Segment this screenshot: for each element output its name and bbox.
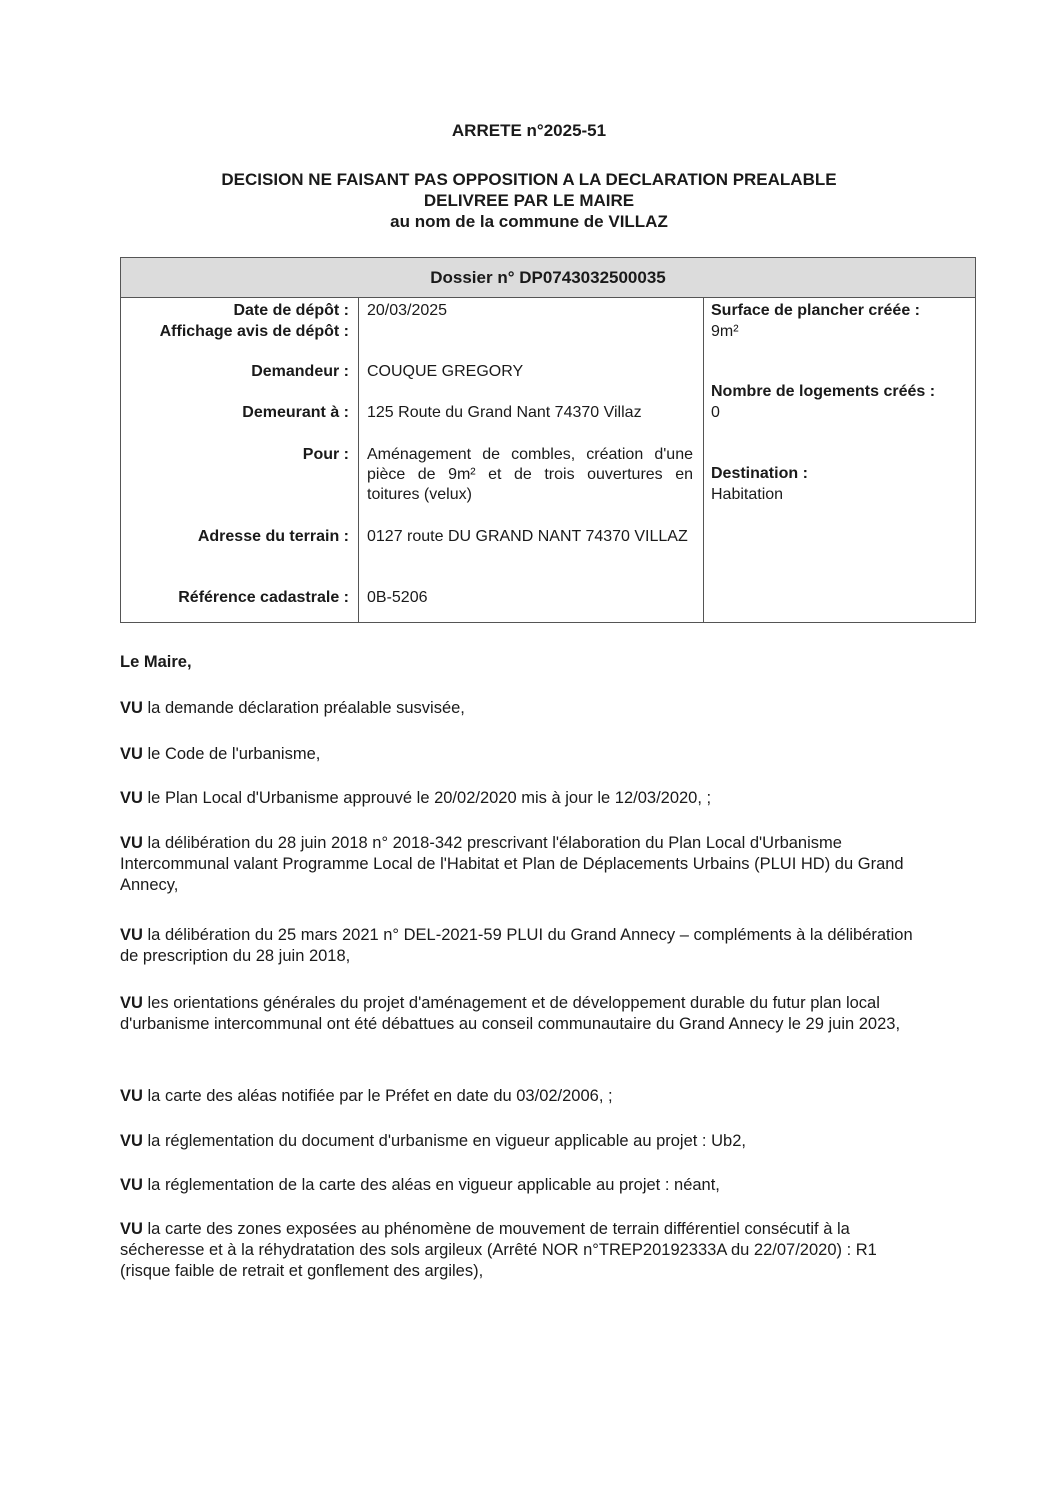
vu-keyword: VU bbox=[120, 789, 143, 807]
vu-text: la réglementation du document d'urbanisme en vigueur applicable au projet : Ub2, bbox=[147, 1132, 746, 1150]
vu-keyword: VU bbox=[120, 1132, 143, 1150]
vu-text: la réglementation de la carte des aléas en vigueur applicable au projet : néant, bbox=[147, 1176, 720, 1194]
le-maire-heading: Le Maire, bbox=[120, 653, 192, 671]
vu-paragraph bbox=[120, 1175, 940, 1196]
vu-text: la carte des aléas notifiée par le Préfet en date du 03/02/2006, ; bbox=[147, 1087, 613, 1105]
vu-paragraph bbox=[120, 1219, 900, 1282]
value-destination: Habitation bbox=[711, 486, 784, 503]
vu-paragraph bbox=[120, 1131, 940, 1152]
label-demeurant: Demeurant à : bbox=[242, 404, 349, 421]
vu-keyword: VU bbox=[120, 699, 143, 717]
vu-text: le Plan Local d'Urbanisme approuvé le 20/02/2020 mis à jour le 12/03/2020, ; bbox=[147, 789, 712, 807]
vu-paragraph bbox=[120, 1086, 940, 1107]
label-reference-cadastrale: Référence cadastrale : bbox=[178, 589, 349, 606]
vu-paragraph bbox=[120, 698, 940, 719]
value-demandeur: COUQUE GREGORY bbox=[367, 363, 524, 380]
value-nombre-logements: 0 bbox=[711, 404, 720, 421]
vu-keyword: VU bbox=[120, 834, 143, 852]
dossier-number: Dossier n° DP0743032500035 bbox=[121, 258, 975, 298]
arrete-title: ARRETE n°2025-51 bbox=[451, 121, 607, 140]
dossier-labels-column bbox=[121, 298, 359, 622]
vu-text: la délibération du 25 mars 2021 n° DEL-2021-59 PLUI du Grand Annecy – compléments à la délibération de prescription du 28 juin 2018, bbox=[120, 926, 913, 965]
vu-keyword: VU bbox=[120, 926, 143, 944]
vu-text: la carte des zones exposées au phénomène de mouvement de terrain différentiel consécutif à la sécheresse et à la réhydratation des sols argileux (Arrêté NOR n°TREP20192333A du 22/07/2020) : R1 (risque faible de retrait et gonflement des argiles), bbox=[120, 1220, 877, 1280]
label-destination: Destination : bbox=[711, 465, 808, 482]
vu-text: la demande déclaration préalable susvisée, bbox=[147, 699, 465, 717]
dossier-table bbox=[120, 257, 976, 623]
decision-line-2: DELIVREE PAR LE MAIRE bbox=[423, 191, 635, 210]
vu-keyword: VU bbox=[120, 1087, 143, 1105]
decision-title bbox=[0, 169, 1058, 232]
value-pour: Aménagement de combles, création d'une pièce de 9m² et de trois ouvertures en toitures (velux) bbox=[367, 446, 693, 503]
label-nombre-logements: Nombre de logements créés : bbox=[711, 383, 936, 400]
value-reference-cadastrale: 0B-5206 bbox=[367, 589, 428, 606]
vu-keyword: VU bbox=[120, 994, 143, 1012]
label-surface-plancher: Surface de plancher créée : bbox=[711, 302, 920, 319]
vu-text: le Code de l'urbanisme, bbox=[147, 745, 321, 763]
decision-line-3: au nom de la commune de VILLAZ bbox=[390, 212, 668, 231]
vu-paragraph bbox=[120, 788, 940, 809]
label-date-depot: Date de dépôt : bbox=[233, 302, 349, 319]
dossier-summary-column bbox=[703, 298, 975, 622]
vu-text: la délibération du 28 juin 2018 n° 2018-342 prescrivant l'élaboration du Plan Local d'Urbanisme Intercommunal valant Programme Local de l'Habitat et Plan de Déplacements Urbains (PLUI HD) du Grand Annecy, bbox=[120, 834, 904, 894]
label-pour: Pour : bbox=[302, 446, 349, 463]
vu-paragraph bbox=[120, 744, 940, 765]
vu-keyword: VU bbox=[120, 745, 143, 763]
value-surface-plancher: 9m² bbox=[711, 323, 739, 340]
vu-paragraph bbox=[120, 833, 920, 896]
vu-paragraph bbox=[120, 993, 920, 1035]
dossier-values-column bbox=[358, 298, 704, 622]
vu-text: les orientations générales du projet d'aménagement et de développement durable du futur plan local d'urbanisme intercommunal ont été débattues au conseil communautaire du Grand Annecy le 29 juin 2023, bbox=[120, 994, 901, 1033]
value-date-depot: 20/03/2025 bbox=[367, 302, 448, 319]
vu-paragraph bbox=[120, 925, 925, 967]
value-adresse-terrain: 0127 route DU GRAND NANT 74370 VILLAZ bbox=[367, 528, 688, 545]
value-demeurant: 125 Route du Grand Nant 74370 Villaz bbox=[367, 404, 642, 421]
decision-line-1: DECISION NE FAISANT PAS OPPOSITION A LA DECLARATION PREALABLE bbox=[221, 170, 837, 189]
vu-keyword: VU bbox=[120, 1220, 143, 1238]
label-adresse-terrain: Adresse du terrain : bbox=[197, 528, 349, 545]
label-affichage: Affichage avis de dépôt : bbox=[159, 323, 349, 340]
label-demandeur: Demandeur : bbox=[251, 363, 349, 380]
vu-keyword: VU bbox=[120, 1176, 143, 1194]
